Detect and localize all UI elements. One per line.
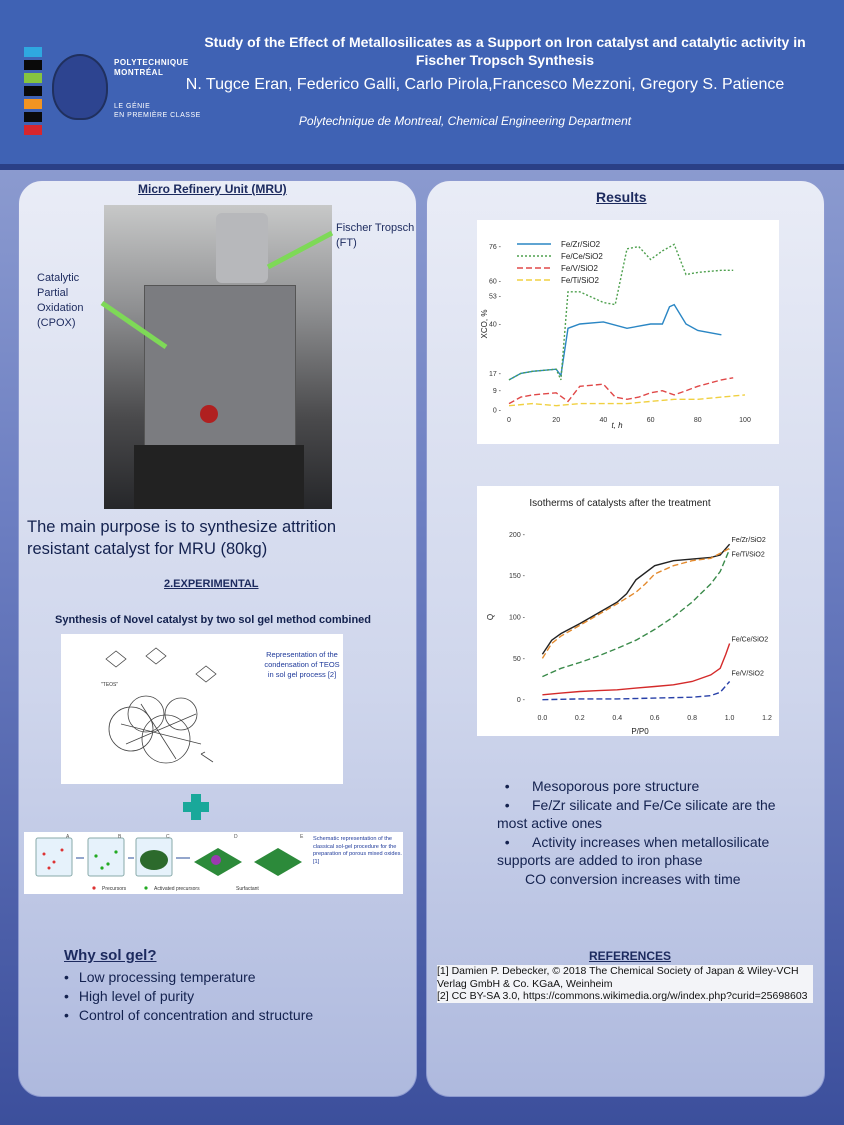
logo-swatch xyxy=(24,73,42,83)
conversion-chart xyxy=(477,220,779,444)
reference-item: [1] Damien P. Debecker, © 2018 The Chemical Society of Japan & Wiley-VCH Verlag GmbH & Co. KGaA, Weinheim xyxy=(437,965,799,990)
legend-precursors: Precursors xyxy=(102,886,127,892)
x-tick-label: 0.0 xyxy=(537,715,548,722)
isotherm-chart-svg xyxy=(477,486,779,736)
photo-arrows xyxy=(100,225,340,365)
cpox-arrow xyxy=(102,303,166,347)
poster-affiliation: Polytechnique de Montreal, Chemical Engineering Department xyxy=(298,114,632,128)
teos-diagram xyxy=(61,634,343,784)
logo-line: POLYTECHNIQUE xyxy=(114,58,189,67)
purpose-text: The main purpose is to synthesize attrition resistant catalyst for MRU (80kg) xyxy=(27,518,337,558)
series-line xyxy=(542,549,729,676)
series-end-label: Fe/Zr/SiO2 xyxy=(731,537,766,545)
series-line xyxy=(542,682,729,700)
references-heading: REFERENCES xyxy=(589,949,672,963)
y-axis-label: Q xyxy=(486,613,495,621)
series-line xyxy=(542,548,729,658)
why-sol-gel-heading: Why sol gel? xyxy=(64,947,157,964)
logo-color-strip xyxy=(24,47,42,138)
mru-heading: Micro Refinery Unit (MRU) xyxy=(138,182,287,196)
chart-title: Isotherms of catalysts after the treatment xyxy=(529,498,711,509)
x-tick-label: 0.8 xyxy=(687,715,697,722)
result-bullet-text: Fe/Zr silicate and Fe/Ce silicate are the most active ones xyxy=(497,796,776,831)
legend-surfactant: Surfactant xyxy=(236,886,259,892)
logo-line: MONTRÉAL xyxy=(114,68,164,77)
y-tick-label: 60 - xyxy=(488,278,501,286)
series-end-label: Fe/V/SiO2 xyxy=(731,670,764,678)
references-list xyxy=(437,965,813,1003)
x-tick-label: 0.2 xyxy=(574,715,585,722)
x-tick-label: 0 xyxy=(507,417,511,424)
experimental-heading: 2.EXPERIMENTAL xyxy=(164,578,259,590)
result-bullet-text: CO conversion increases with time xyxy=(525,870,741,887)
legend-label: Fe/Ti/SiO2 xyxy=(561,276,599,285)
logo-line: LE GÉNIE xyxy=(114,103,151,110)
logo-swatch xyxy=(24,99,42,109)
conversion-chart-svg xyxy=(477,220,779,444)
teos-caption: Representation of the condensation of TEOS in sol gel process [2] xyxy=(264,650,340,679)
y-tick-label: 0 - xyxy=(516,697,525,705)
y-tick-label: 100 - xyxy=(509,614,525,622)
x-tick-label: 1.0 xyxy=(724,715,735,722)
plus-icon xyxy=(182,793,210,821)
teos-structure xyxy=(61,634,261,784)
y-tick-label: 9 - xyxy=(492,388,501,396)
scheme-step-label: A xyxy=(66,834,70,840)
logo-swatch xyxy=(24,86,42,96)
y-tick-label: 53 - xyxy=(488,293,501,301)
poster-title: Study of the Effect of Metallosilicates as a Support on Iron catalyst and catalytic activity in Fischer Tropsch Synthesis xyxy=(204,34,806,68)
x-tick-label: 80 xyxy=(693,417,702,424)
result-bullet: • Activity increases when metallosilicate supports are added to iron phase xyxy=(497,833,770,868)
legend-label: Fe/Zr/SiO2 xyxy=(561,240,601,249)
why-item: • Low processing temperature xyxy=(64,969,256,985)
x-tick-label: 1.2 xyxy=(762,715,772,722)
why-sol-gel-list xyxy=(64,968,313,1025)
red-valve xyxy=(200,405,218,423)
teos-label: "TEOS" xyxy=(101,682,119,688)
logo-swatch xyxy=(24,125,42,135)
scheme-caption: Schematic representation of the classical sol-gel procedure for the preparation of porous mixed oxides. [1] xyxy=(313,836,402,865)
isotherm-chart xyxy=(477,486,779,736)
ft-arrow xyxy=(268,233,332,267)
scheme-beakers xyxy=(24,832,324,894)
x-tick-label: 60 xyxy=(646,417,655,424)
reference-link[interactable]: [2] CC BY-SA 3.0, https://commons.wikimedia.org/w/index.php?curid=25698603 xyxy=(437,990,808,1002)
scheme-step-label: E xyxy=(300,834,304,840)
scheme-step-label: B xyxy=(118,834,122,840)
result-bullet xyxy=(497,870,797,889)
legend-marker xyxy=(92,886,95,889)
x-tick-label: 0.4 xyxy=(612,715,623,722)
logo-swatch xyxy=(24,47,42,57)
series-end-label: Fe/Ti/SiO2 xyxy=(731,551,765,559)
ft-label: Fischer Tropsch (FT) xyxy=(336,222,415,249)
why-item: • High level of purity xyxy=(64,988,195,1004)
legend-label: Fe/V/SiO2 xyxy=(561,264,598,273)
why-item: • Control of concentration and structure xyxy=(64,1007,314,1023)
y-tick-label: 50 - xyxy=(512,655,525,663)
poster-header xyxy=(0,0,844,170)
why-item-text: Control of concentration and structure xyxy=(78,1007,314,1023)
legend-label: Fe/Ce/SiO2 xyxy=(561,252,603,261)
legend-marker xyxy=(144,886,147,889)
series-line xyxy=(542,644,729,695)
why-item-text: High level of purity xyxy=(78,988,195,1004)
results-heading: Results xyxy=(596,189,647,205)
why-item-text: Low processing temperature xyxy=(78,969,256,985)
logo-swatch xyxy=(24,60,42,70)
y-tick-label: 200 - xyxy=(509,531,525,539)
legend-activated: Activated precursors xyxy=(154,886,200,892)
result-bullet-text: Mesoporous pore structure xyxy=(532,778,700,794)
series-line xyxy=(509,244,733,380)
series-end-label: Fe/Ce/SiO2 xyxy=(731,636,769,644)
result-bullet: • Fe/Zr silicate and Fe/Ce silicate are the most active ones xyxy=(497,796,776,831)
y-axis-label: XCO, % xyxy=(480,309,489,339)
y-tick-label: 76 - xyxy=(488,244,501,252)
y-tick-label: 150 - xyxy=(509,573,525,581)
poster-authors: N. Tugce Eran, Federico Galli, Carlo Pirola,Francesco Mezzoni, Gregory S. Patience xyxy=(185,76,785,93)
sol-gel-scheme xyxy=(24,832,403,894)
cpox-label: Catalytic Partial Oxidation (CPOX) xyxy=(37,272,84,329)
series-line xyxy=(509,395,745,406)
polytechnique-seal-icon xyxy=(52,54,108,120)
x-axis-label: P/P0 xyxy=(631,727,649,736)
scheme-step-label: D xyxy=(234,834,238,840)
scheme-step-label: C xyxy=(166,834,170,840)
synthesis-heading: Synthesis of Novel catalyst by two sol gel method combined xyxy=(55,614,372,626)
logo-wordmark xyxy=(114,58,189,78)
logo-swatch xyxy=(24,112,42,122)
y-tick-label: 0 - xyxy=(492,407,501,415)
y-tick-label: 17 - xyxy=(488,370,501,378)
series-line xyxy=(542,544,729,654)
results-bullets xyxy=(497,777,797,888)
x-tick-label: 100 xyxy=(739,417,751,424)
series-line xyxy=(509,305,721,380)
result-bullet: • Mesoporous pore structure xyxy=(497,778,700,794)
x-tick-label: 0.6 xyxy=(649,715,660,722)
logo-line: EN PREMIÈRE CLASSE xyxy=(114,112,201,119)
x-tick-label: 40 xyxy=(599,417,608,424)
rig-base xyxy=(134,445,304,509)
y-tick-label: 40 - xyxy=(488,321,501,329)
x-axis-label: t, h xyxy=(611,421,623,430)
result-bullet-text: Activity increases when metallosilicate supports are added to iron phase xyxy=(497,833,770,868)
x-tick-label: 20 xyxy=(552,417,561,424)
